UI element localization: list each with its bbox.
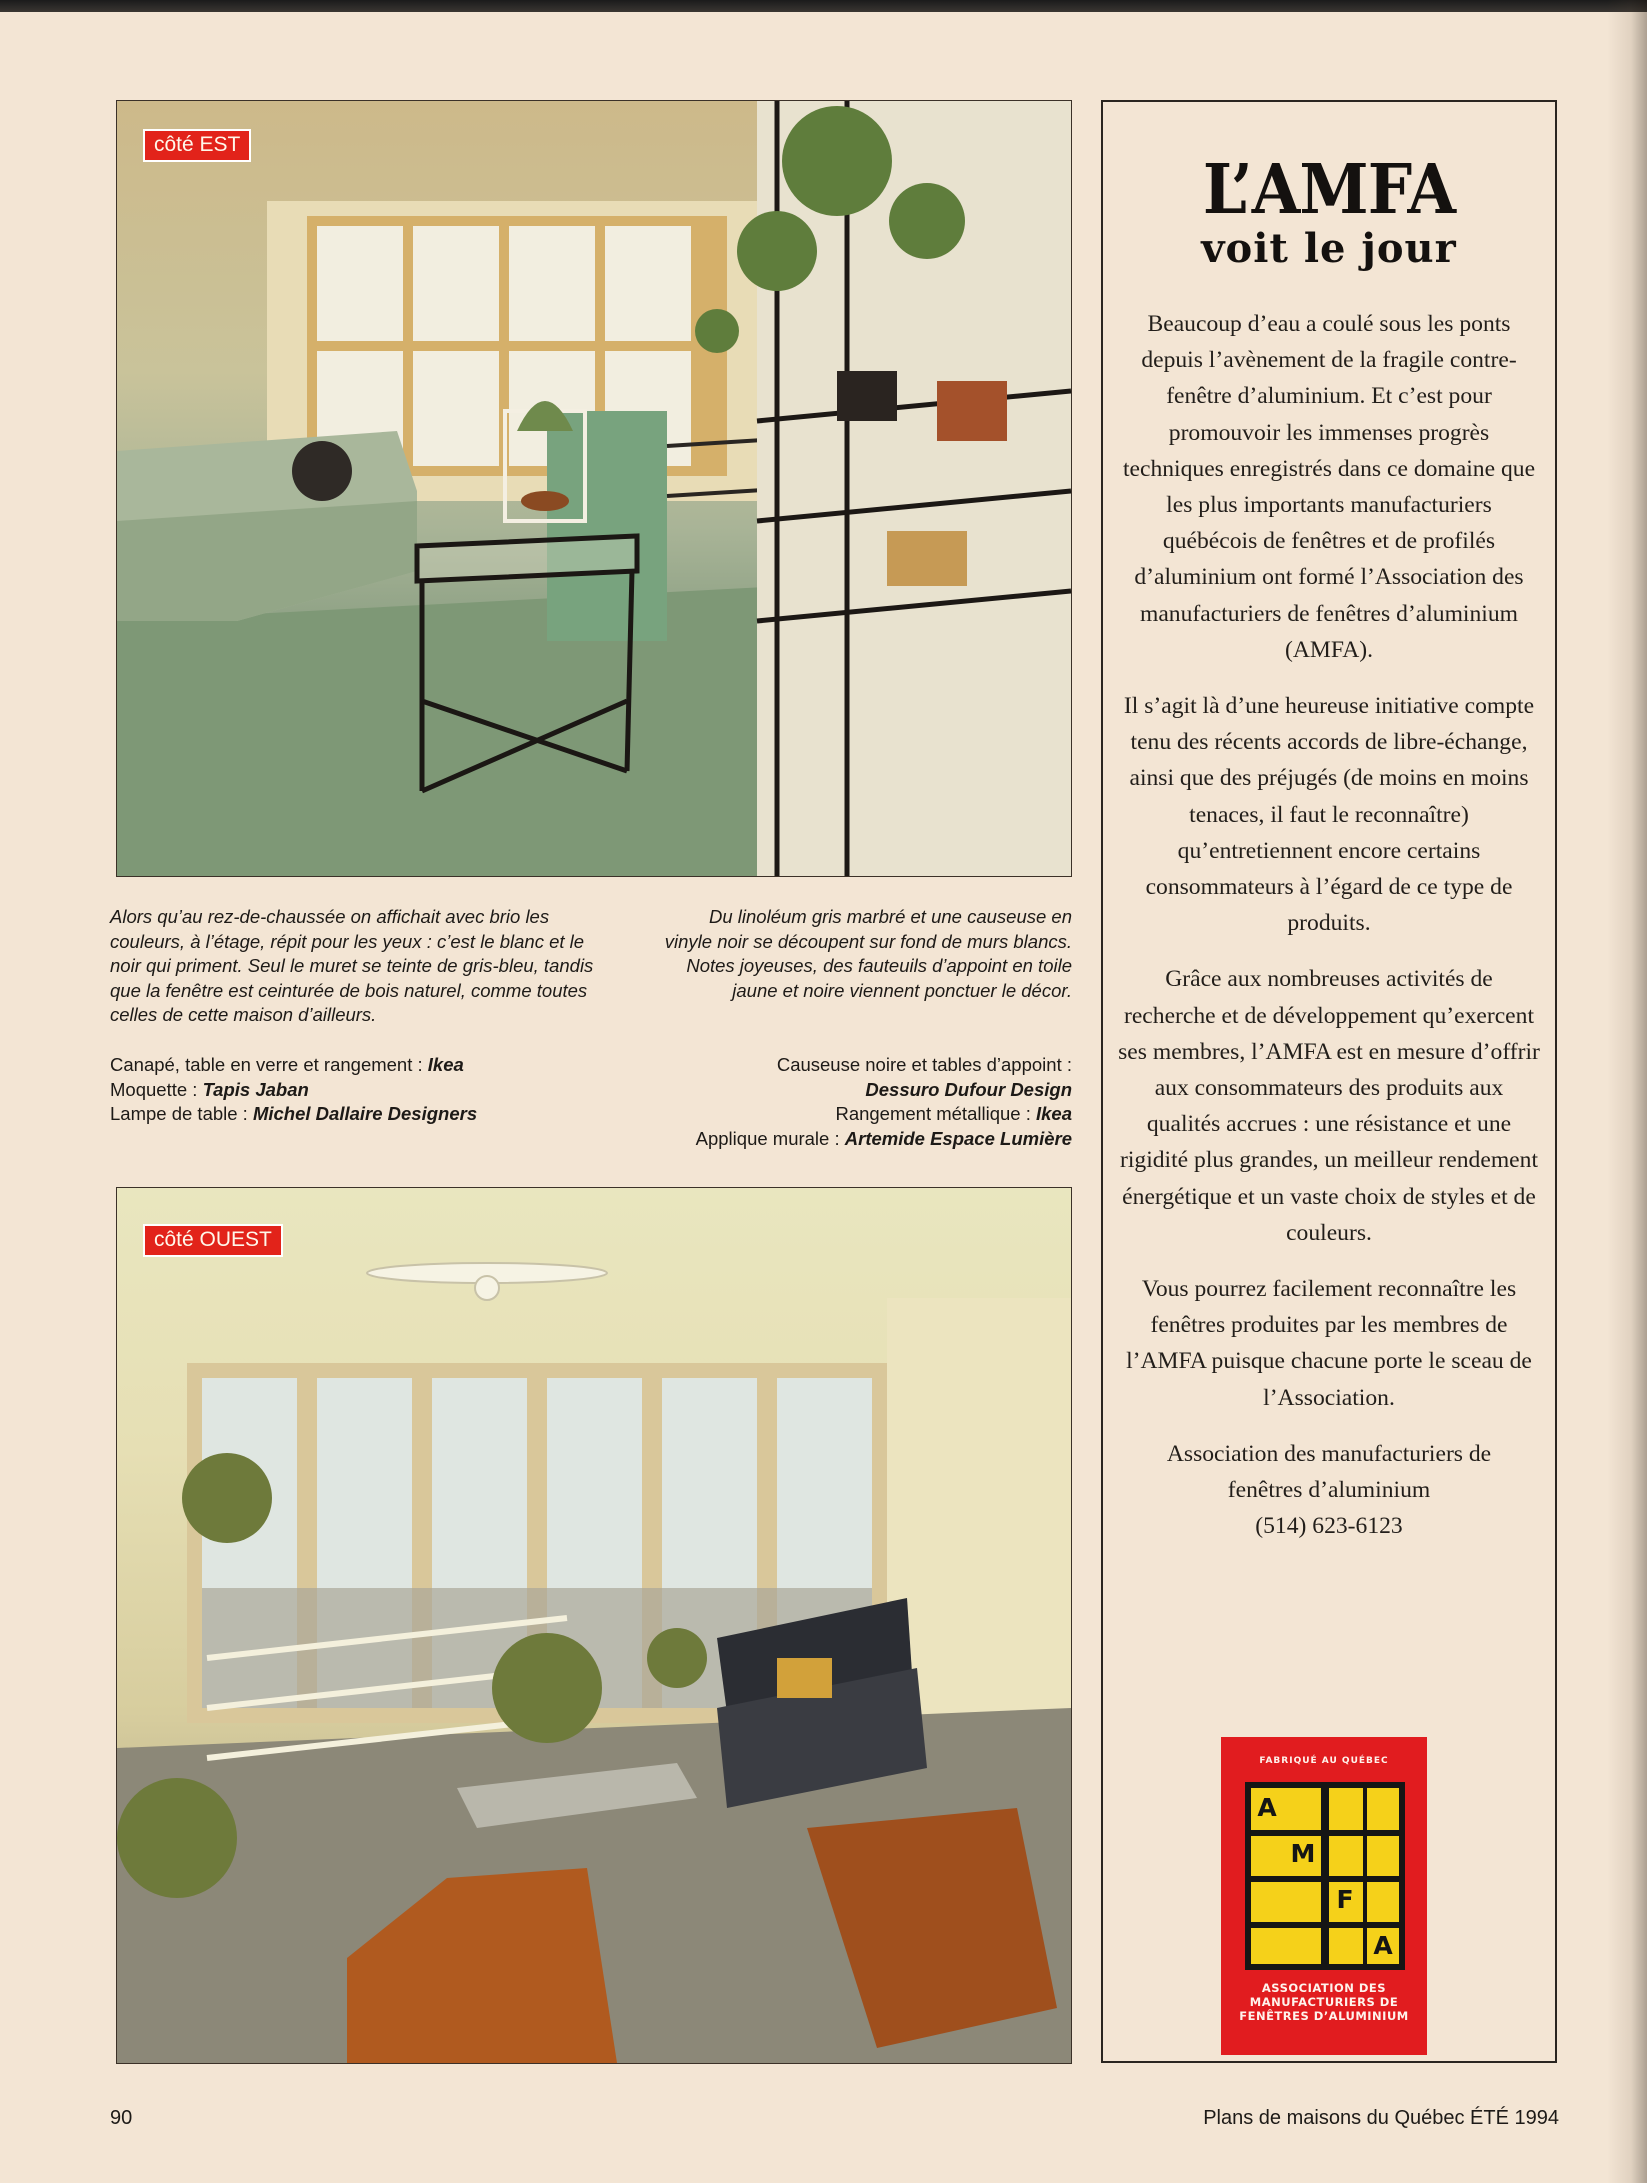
credit-line: Applique murale : Artemide Espace Lumière: [695, 1127, 1072, 1149]
logo-letter-a: A: [1253, 1794, 1281, 1822]
logo-window-grid: [1245, 1782, 1405, 1970]
page-number: 90: [110, 2107, 133, 2129]
logo-letter-f: F: [1331, 1886, 1359, 1914]
amfa-logo: [1221, 1737, 1427, 2055]
sidebar-paragraph: Grâce aux nombreuses activités de recherche et de développement qu’exercent ses membres, l’AMFA est en mesure d’offrir aux consommateurs des produits aux qualités accrues : une résistance et une rigidité plus grandes, un meilleur rendement énergétique et un vaste choix de styles et de couleurs.: [1118, 966, 1540, 1246]
sidebar-body: [1117, 306, 1541, 1545]
east-sofa-seat: [117, 501, 417, 621]
logo-cell: [1329, 1928, 1363, 1964]
credit-line: Lampe de table : Michel Dallaire Designers: [110, 1103, 478, 1124]
logo-top-text: FABRIQUÉ AU QUÉBEC: [1259, 1756, 1389, 1766]
logo-letter-m: M: [1290, 1839, 1316, 1868]
sidebar-paragraph: Il s’agit là d’une heureuse initiative compte tenu des récents accords de libre-échange, ainsi que des préjugés (de moins en moins tenaces, il faut le reconnaître) qu’entretiennent encore certains consommateurs à l’égard de ce type de produits.: [1123, 693, 1535, 937]
caption-west: Du linoléum gris marbré et une causeuse en vinyle noir se découpent sur fond de murs blancs. Notes joyeuses, des fauteuils d’appoint en toile jaune et noire viennent ponctuer le décor.: [664, 906, 1072, 1001]
photo-east-illustration: [117, 101, 1071, 876]
contact-phone: (514) 623-6123: [1255, 1513, 1403, 1540]
logo-cell: [1329, 1836, 1363, 1876]
page-curl-shadow: [1607, 0, 1647, 2183]
west-ceiling-fan: [367, 1263, 607, 1300]
logo-cell: [1329, 1788, 1363, 1830]
credit-line: Causeuse noire et tables d’appoint :: [776, 1054, 1072, 1075]
logo-letter-a2: A: [1369, 1932, 1397, 1960]
logo-cell: [1367, 1788, 1399, 1830]
contact-org-line1: Association des manufacturiers de: [1166, 1440, 1492, 1467]
photo-west-living-room: [116, 1187, 1072, 2064]
sidebar-paragraph: Beaucoup d’eau a coulé sous les ponts depuis l’avènement de la fragile contre-fenêtre d’aluminium. Et c’est pour promouvoir les immenses progrès techniques enregistrés dans ce domaine que les plus importants manufacturiers québécois de fenêtres et de profilés d’aluminium ont formé l’Association des manufacturiers de fenêtres d’aluminium (AMFA).: [1122, 311, 1536, 663]
credit-line: Rangement métallique : Ikea: [835, 1103, 1072, 1124]
sidebar-contact: [1117, 1436, 1541, 1545]
logo-bottom-text: ASSOCIATION DES MANUFACTURIERS DE FENÊTRES D’ALUMINIUM: [1239, 1981, 1409, 2023]
west-yellow-cushion: [777, 1658, 832, 1698]
publication-title: Plans de maisons du Québec ÉTÉ 1994: [1203, 2107, 1559, 2129]
logo-cell: [1367, 1882, 1399, 1922]
credit-line: Dessuro Dufour Design: [865, 1078, 1072, 1100]
logo-cell: [1251, 1882, 1321, 1922]
photo-tag-west: côté OUEST: [143, 1224, 283, 1257]
photo-tag-east: côté EST: [143, 129, 251, 162]
photo-east-living-room: [116, 100, 1072, 877]
contact-org-line2: fenêtres d’aluminium: [1227, 1477, 1431, 1504]
sidebar-title: L’AMFA: [1202, 150, 1456, 230]
logo-cell: [1251, 1928, 1321, 1964]
east-cushion: [292, 441, 352, 501]
credits-west: [620, 1053, 1072, 1151]
credit-line: Canapé, table en verre et rangement : Ikea: [110, 1054, 464, 1075]
credits-east: [110, 1053, 630, 1127]
logo-cell: [1367, 1836, 1399, 1876]
credit-line: Moquette : Tapis Jaban: [110, 1078, 309, 1100]
page-top-edge: [0, 0, 1647, 12]
sidebar-subtitle: voit le jour: [1201, 225, 1457, 272]
east-grey-blue-muret: [547, 411, 667, 641]
sidebar-paragraph: Vous pourrez facilement reconnaître les fenêtres produites par les membres de l’AMFA puisque chacune porte le sceau de l’Association.: [1126, 1276, 1532, 1411]
photo-west-illustration: [117, 1188, 1071, 2063]
caption-east: Alors qu’au rez-de-chaussée on affichait avec brio les couleurs, à l’étage, répit pour les yeux : c’est le blanc et le noir qui priment. Seul le muret se teinte de gris-bleu, tandis que la fenêtre est ceinturée de bois naturel, comme toutes celles de cette maison d’ailleurs.: [110, 906, 594, 1025]
